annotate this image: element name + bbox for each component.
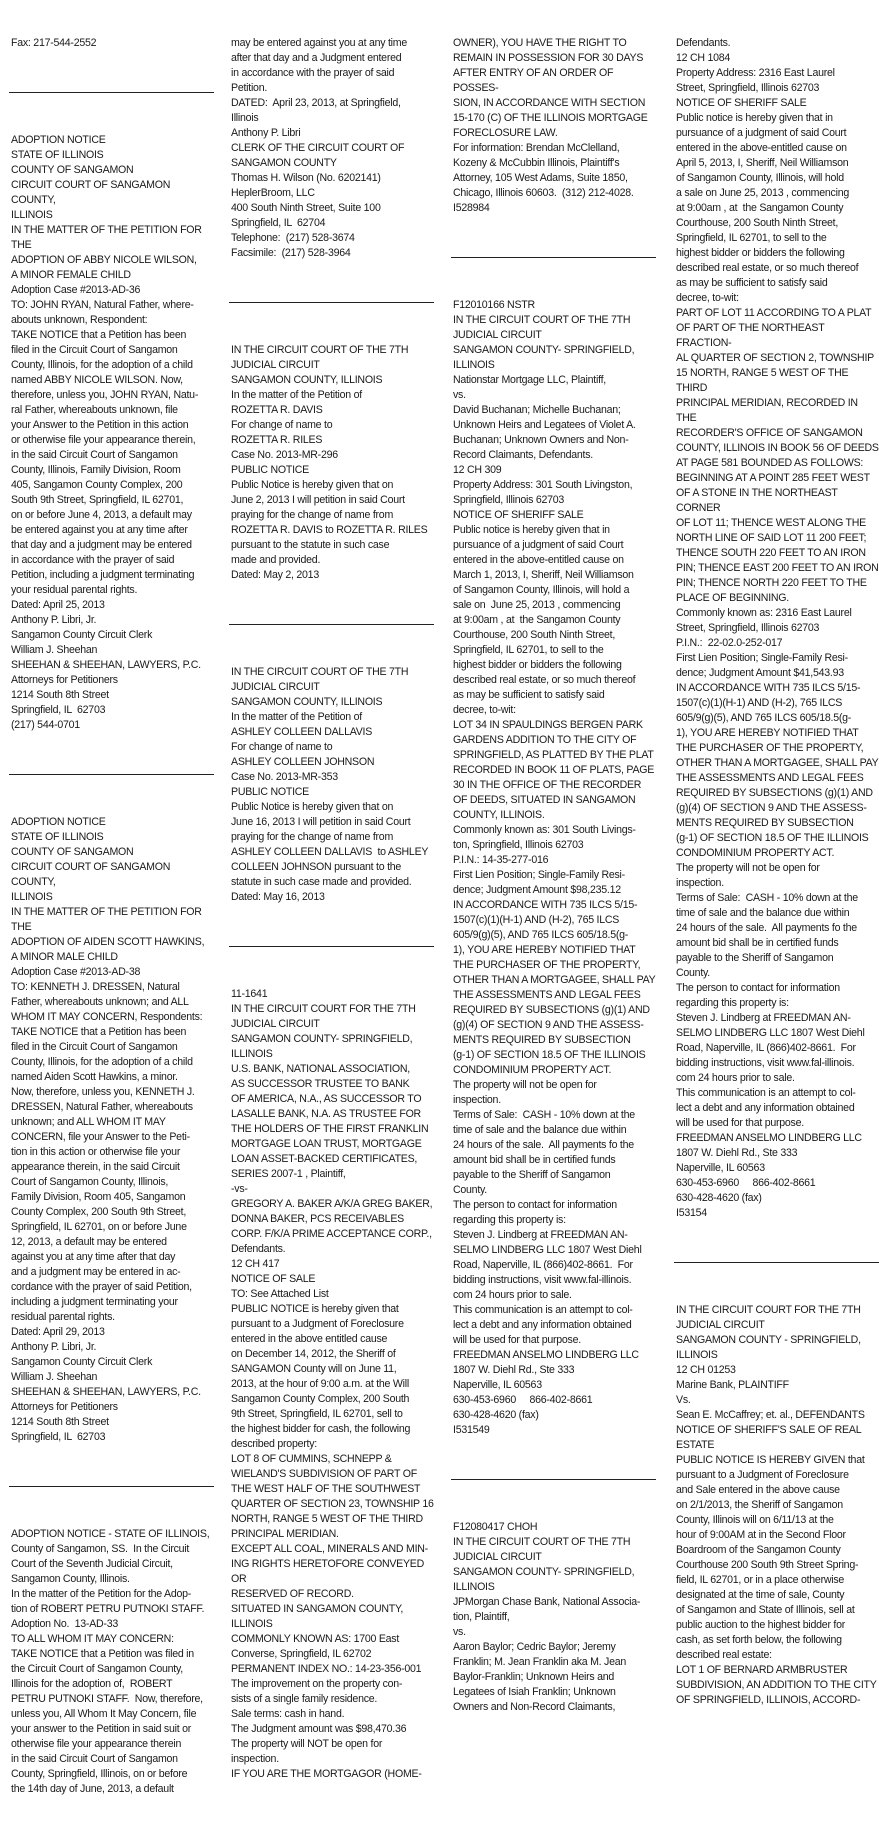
divider-rule: [229, 302, 434, 303]
divider-rule: [451, 1479, 656, 1480]
adoption-notice-staff: ADOPTION NOTICE - STATE OF ILLINOIS, County of Sangamon, SS. In the Circuit Court of the Seventh Judicial Circuit, Sangamon County, Illinois. In the matter of the Petition for the Adop- tion of ROBERT PETRU PUTNOKI STAFF. Adoption No. 13-AD-33 TO ALL WHOM IT MAY CONCERN: TAKE NOTICE that a Petition was filed in the Circuit Court of Sangamon County, Illinois for the adoption of, ROBERT PETRU PUTNOKI STAFF. Now, therefore, unless you, All Whom It May Concern, file your answer to the Petition in said suit or otherwise file your appearance therein in the said Circuit Court of Sangamon County, Springfield, Illinois, on or before the 14th day of June, 2013, a default: [11, 1528, 210, 1795]
divider-rule: [9, 92, 214, 93]
divider-rule: [451, 257, 656, 258]
sheriff-sale-notice-baylor: F12080417 CHOH IN THE CIRCUIT COURT OF THE 7TH JUDICIAL CIRCUIT SANGAMON COUNTY- SPRINGFIELD, ILLINOIS JPMorgan Chase Bank, National Associa- tion, Plaintiff, vs. Aaron Baylor; Cedric Baylor; Jeremy Franklin; M. Jean Franklin aka M. Jean Baylor-Franklin; Unknown Heirs and Legatees of Isiah Franklin; Unknown Owners and Non-Record Claimants,: [453, 1521, 641, 1713]
foreclosure-notice-baker: 11-1641 IN THE CIRCUIT COURT FOR THE 7TH JUDICIAL CIRCUIT SANGAMON COUNTY- SPRINGFIELD, ILLINOIS U.S. BANK, NATIONAL ASSOCIATION, AS SUCCESSOR TRUSTEE TO BANK OF AMERICA, N.A., AS SUCCESSOR TO LASALLE BANK, N.A. AS TRUSTEE FOR THE HOLDERS OF THE FIRST FRANKLIN MORTGAGE LOAN TRUST, MORTGAGE LOAN ASSET-BACKED CERTIFICATES, SERIES 2007-1 , Plaintiff, -vs- GREGORY A. BAKER A/K/A GREG BAKER, DONNA BAKER, PCS RECEIVABLES CORP. F/K/A PRIME ACCEPTANCE CORP., Defendants. 12 CH 417 NOTICE OF SALE TO: See Attached List PUBLIC NOTICE is hereby given that pursuant to a Judgment of Foreclosure entered in the above entitled cause on December 14, 2012, the Sheriff of SANGAMON County will on June 11, 2013, at the hour of 9:00 a.m. at the Will Sangamon County Complex, 200 South 9th Street, Springfield, IL 62701, sell to the highest bidder for cash, the following described property: LOT 8 OF CUMMINS, SCHNEPP & WIELAND'S SUBDIVISION OF PART OF THE WEST HALF OF THE SOUTHWEST QUARTER OF SECTION 23, TOWNSHIP 16 NORTH, RANGE 5 WEST OF THE THIRD PRINCIPAL MERIDIAN. EXCEPT ALL COAL, MINERALS AND MIN- ING RIGHTS HERETOFORE CONVEYED OR RESERVED OF RECORD. SITUATED IN SANGAMON COUNTY, ILLINOIS COMMONLY KNOWN AS: 1700 East Converse, Springfield, IL 62702 PERMANENT INDEX NO.: 14-23-356-001 The improvement on the property con- sists of a single family residence. Sale terms: cash in hand. The Judgment amount was $98,470.36 The property will NOT be open for inspection. IF YOU ARE THE MORTGAGOR (HOME-: [231, 988, 434, 1780]
adoption-notice-staff-continued: may be entered against you at any time after that day and a Judgment entered in accordance with the prayer of said Petition. DATED: April 23, 2013, at Springfield, Illinois Anthony P. Libri CLERK OF THE CIRCUIT COURT OF SANGAMON COUNTY Thomas H. Wilson (No. 6202141) HeplerBroom, LLC 400 South Ninth Street, Suite 100 Springfield, IL 62704 Telephone: (217) 528-3674 Facsimile: (217) 528-3964: [231, 37, 407, 259]
sheriff-sale-notice-baylor-continued: Defendants. 12 CH 1084 Property Address: 2316 East Laurel Street, Springfield, Illinois 62703 NOTICE OF SHERIFF SALE Public notice is hereby given that in pursuance of a judgment of said Court entered in the above-entitled cause on April 5, 2013, I, Sheriff, Neil Williamson of Sangamon County, Illinois, will hold a sale on June 25, 2013 , commencing at 9:00am , at the Sangamon County Courthouse, 200 South Ninth Street, Springfield, IL 62701, to sell to the highest bidder or bidders the following described real estate, or so much thereof as may be sufficient to satisfy said decree, to-wit: PART OF LOT 11 ACCORDING TO A PLAT OF PART OF THE NORTHEAST FRACTION- AL QUARTER OF SECTION 2, TOWNSHIP 15 NORTH, RANGE 5 WEST OF THE THIRD PRINCIPAL MERIDIAN, RECORDED IN THE RECORDER'S OFFICE OF SANGAMON COUNTY, ILLINOIS IN BOOK 56 OF DEEDS AT PAGE 581 BOUNDED AS FOLLOWS: BEGINNING AT A POINT 285 FEET WEST OF A STONE IN THE NORTHEAST CORNER OF LOT 11; THENCE WEST ALONG THE NORTH LINE OF SAID LOT 11 200 FEET; THENCE SOUTH 220 FEET TO AN IRON PIN; THENCE EAST 200 FEET TO AN IRON PIN; THENCE NORTH 220 FEET TO THE PLACE OF BEGINNING. Commonly known as: 2316 East Laurel Street, Springfield, Illinois 62703 P.I.N.: 22-02.0-252-017 First Lien Position; Single-Family Resi- dence; Judgment Amount $41,543.93 IN ACCORDANCE WITH 735 ILCS 5/15- 1507(c)(1)(H-1) AND (H-2), 765 ILCS 605/9(g)(5), AND 765 ILCS 605/18.5(g- 1), YOU ARE HEREBY NOTIFIED THAT THE PURCHASER OF THE PROPERTY, OTHER THAN A MORTGAGEE, SHALL PAY THE ASSESSMENTS AND LEGAL FEES REQUIRED BY SUBSECTIONS (g)(1) AND (g)(4) OF SECTION 9 AND THE ASSESS- MENTS REQUIRED BY SUBSECTION (g-1) OF SECTION 18.5 OF THE ILLINOIS CONDOMINIUM PROPERTY ACT. The property will not be open for inspection. Terms of Sale: CASH - 10% down at the time of sale and the balance due within 24 hours of the sale. All payments fo the amount bid shall be in certified funds payable to the Sheriff of Sangamon County. The person to contact for information regarding this property is: Steven J. Lindberg at FREEDMAN AN- SELMO LINDBERG LLC 1807 West Diehl Road, Naperville, IL (866)402-8661. For bidding instructions, visit www.fal-illinois. com 24 hours prior to sale. This communication is an attempt to col- lect a debt and any information obtained will be used for that purpose. FREEDMAN ANSELMO LINDBERG LLC 1807 W. Diehl Rd., Ste 333 Naperville, IL 60563 630-453-6960 866-402-8661 630-428-4620 (fax) I53154: [676, 37, 879, 1219]
fax-line: Fax: 217-544-2552: [11, 37, 97, 49]
adoption-notice-wilson: ADOPTION NOTICE STATE OF ILLINOIS COUNTY OF SANGAMON CIRCUIT COURT OF SANGAMON COUNTY, ILLINOIS IN THE MATTER OF THE PETITION FOR THE ADOPTION OF ABBY NICOLE WILSON, A MINOR FEMALE CHILD Adoption Case #2013-AD-36 TO: JOHN RYAN, Natural Father, where- abouts unknown, Respondent: TAKE NOTICE that a Petition has been filed in the Circuit Court of Sangamon County, Illinois, for the adoption of a child named ABBY NICOLE WILSON. Now, therefore, unless you, JOHN RYAN, Natu- ral Father, whereabouts unknown, file your Answer to the Petition in this action or otherwise file your appearance therein, in the said Circuit Court of Sangamon County, Illinois, Family Division, Room 405, Sangamon County Complex, 200 South 9th Street, Springfield, IL 62701, on or before June 4, 2013, a default may be entered against you at any time after that day and a judgment may be entered in accordance with the prayer of said Petition, including a judgment terminating your residual parental rights. Dated: April 25, 2013 Anthony P. Libri, Jr. Sangamon County Circuit Clerk William J. Sheehan SHEEHAN & SHEEHAN, LAWYERS, P.C. Attorneys for Petitioners 1214 South 8th Street Springfield, IL 62703 (217) 544-0701: [11, 134, 202, 731]
adoption-notice-hawkins: ADOPTION NOTICE STATE OF ILLINOIS COUNTY OF SANGAMON CIRCUIT COURT OF SANGAMON COUNTY, ILLINOIS IN THE MATTER OF THE PETITION FOR THE ADOPTION OF AIDEN SCOTT HAWKINS, A MINOR MALE CHILD Adoption Case #2013-AD-38 TO: KENNETH J. DRESSEN, Natural Father, whereabouts unknown; and ALL WHOM IT MAY CONCERN, Respondents: TAKE NOTICE that a Petition has been filed in the Circuit Court of Sangamon County, Illinois, for the adoption of a child named Aiden Scott Hawkins, a minor. Now, therefore, unless you, KENNETH J. DRESSEN, Natural Father, whereabouts unknown; and ALL WHOM IT MAY CONCERN, file your Answer to the Peti- tion in this action or otherwise file your appearance therein, in the said Circuit Court of Sangamon County, Illinois, Family Division, Room 405, Sangamon County Complex, 200 South 9th Street, Springfield, IL 62701, on or before June 12, 2013, a default may be entered against you at any time after that day and a judgment may be entered in ac- cordance with the prayer of said Petition, including a judgment terminating your residual parental rights. Dated: April 29, 2013 Anthony P. Libri, Jr. Sangamon County Circuit Clerk William J. Sheehan SHEEHAN & SHEEHAN, LAWYERS, P.C. Attorneys for Petitioners 1214 South 8th Street Springfield, IL 62703: [11, 816, 205, 1443]
column-4: [676, 6, 879, 1706]
name-change-notice-davis: IN THE CIRCUIT COURT OF THE 7TH JUDICIAL CIRCUIT SANGAMON COUNTY, ILLINOIS In the matter of the Petition of ROZETTA R. DAVIS For change of name to ROZETTA R. RILES Case No. 2013-MR-296 PUBLIC NOTICE Public Notice is hereby given that on June 2, 2013 I will petition in said Court praying for the change of name from ROZETTA R. DAVIS to ROZETTA R. RILES pursuant to the statute in such case made and provided. Dated: May 2, 2013: [231, 344, 428, 581]
sheriff-sale-notice-mccaffrey: IN THE CIRCUIT COURT FOR THE 7TH JUDICIAL CIRCUIT SANGAMON COUNTY - SPRINGFIELD, ILLINOIS 12 CH 01253 Marine Bank, PLAINTIFF Vs. Sean E. McCaffrey; et. al., DEFENDANTS NOTICE OF SHERIFF'S SALE OF REAL ESTATE PUBLIC NOTICE IS HEREBY GIVEN that pursuant to a Judgment of Foreclosure and Sale entered in the above cause on 2/1/2013, the Sheriff of Sangamon County, Illinois will on 6/11/13 at the hour of 9:00AM at in the Second Floor Boardroom of the Sangamon County Courthouse 200 South 9th Street Spring- field, IL 62701, or in a place otherwise designated at the time of sale, County of Sangamon and State of Illinois, sell at public auction to the highest bidder for cash, as set forth below, the following described real estate: LOT 1 OF BERNARD ARMBRUSTER SUBDIVISION, AN ADDITION TO THE CITY OF SPRINGFIELD, ILLINOIS, ACCORD-: [676, 1304, 877, 1706]
name-change-notice-dallavis: IN THE CIRCUIT COURT OF THE 7TH JUDICIAL CIRCUIT SANGAMON COUNTY, ILLINOIS In the matter of the Petition of ASHLEY COLLEEN DALLAVIS For change of name to ASHLEY COLLEEN JOHNSON Case No. 2013-MR-353 PUBLIC NOTICE Public Notice is hereby given that on June 16, 2013 I will petition in said Court praying for the change of name from ASHLEY COLLEEN DALLAVIS to ASHLEY COLLEEN JOHNSON pursuant to the statute in such case made and provided. Dated: May 16, 2013: [231, 666, 429, 903]
divider-rule: [229, 946, 434, 947]
column-2: [231, 6, 434, 1780]
divider-rule: [229, 624, 434, 625]
divider-rule: [9, 774, 214, 775]
column-3: [453, 6, 656, 1713]
foreclosure-notice-baker-continued: OWNER), YOU HAVE THE RIGHT TO REMAIN IN POSSESSION FOR 30 DAYS AFTER ENTRY OF AN ORDER OF POSSES- SION, IN ACCORDANCE WITH SECTION 15-170 (C) OF THE ILLINOIS MORTGAGE FORECLOSURE LAW. For information: Brendan McClelland, Kozeny & McCubbin Illinois, Plaintiff's Attorney, 105 West Adams, Suite 1850, Chicago, Illinois 60603. (312) 212-4028. I528984: [453, 37, 648, 214]
divider-rule: [9, 1486, 214, 1487]
sheriff-sale-notice-buchanan: F12010166 NSTR IN THE CIRCUIT COURT OF THE 7TH JUDICIAL CIRCUIT SANGAMON COUNTY- SPRINGFIELD, ILLINOIS Nationstar Mortgage LLC, Plaintiff, vs. David Buchanan; Michelle Buchanan; Unknown Heirs and Legatees of Violet A. Buchanan; Unknown Owners and Non- Record Claimants, Defendants. 12 CH 309 Property Address: 301 South Livingston, Springfield, Illinois 62703 NOTICE OF SHERIFF SALE Public notice is hereby given that in pursuance of a judgment of said Court entered in the above-entitled cause on March 1, 2013, I, Sheriff, Neil Williamson of Sangamon County, Illinois, will hold a sale on June 25, 2013 , commencing at 9:00am , at the Sangamon County Courthouse, 200 South Ninth Street, Springfield, IL 62701, to sell to the highest bidder or bidders the following described real estate, or so much thereof as may be sufficient to satisfy said decree, to-wit: LOT 34 IN SPAULDINGS BERGEN PARK GARDENS ADDITION TO THE CITY OF SPRINGFIELD, AS PLATTED BY THE PLAT RECORDED IN BOOK 11 OF PLATS, PAGE 30 IN THE OFFICE OF THE RECORDER OF DEEDS, SITUATED IN SANGAMON COUNTY, ILLINOIS. Commonly known as: 301 South Livings- ton, Springfield, Illinois 62703 P.I.N.: 14-35-277-016 First Lien Position; Single-Family Resi- dence; Judgment Amount $98,235.12 IN ACCORDANCE WITH 735 ILCS 5/15- 1507(c)(1)(H-1) AND (H-2), 765 ILCS 605/9(g)(5), AND 765 ILCS 605/18.5(g- 1), YOU ARE HEREBY NOTIFIED THAT THE PURCHASER OF THE PROPERTY, OTHER THAN A MORTGAGEE, SHALL PAY THE ASSESSMENTS AND LEGAL FEES REQUIRED BY SUBSECTIONS (g)(1) AND (g)(4) OF SECTION 9 AND THE ASSESS- MENTS REQUIRED BY SUBSECTION (g-1) OF SECTION 18.5 OF THE ILLINOIS CONDOMINIUM PROPERTY ACT. The property will not be open for inspection. Terms of Sale: CASH - 10% down at the time of sale and the balance due within 24 hours of the sale. All payments fo the amount bid shall be in certified funds payable to the Sheriff of Sangamon County. The person to contact for information regarding this property is: Steven J. Lindberg at FREEDMAN AN- SELMO LINDBERG LLC 1807 West Diehl Road, Naperville, IL (866)402-8661. For bidding instructions, visit www.fal-illinois. com 24 hours prior to sale. This communication is an attempt to col- lect a debt and any information obtained will be used for that purpose. FREEDMAN ANSELMO LINDBERG LLC 1807 W. Diehl Rd., Ste 333 Naperville, IL 60563 630-453-6960 866-402-8661 630-428-4620 (fax) I531549: [453, 299, 656, 1436]
divider-rule: [674, 1262, 879, 1263]
column-1: [11, 6, 214, 1795]
